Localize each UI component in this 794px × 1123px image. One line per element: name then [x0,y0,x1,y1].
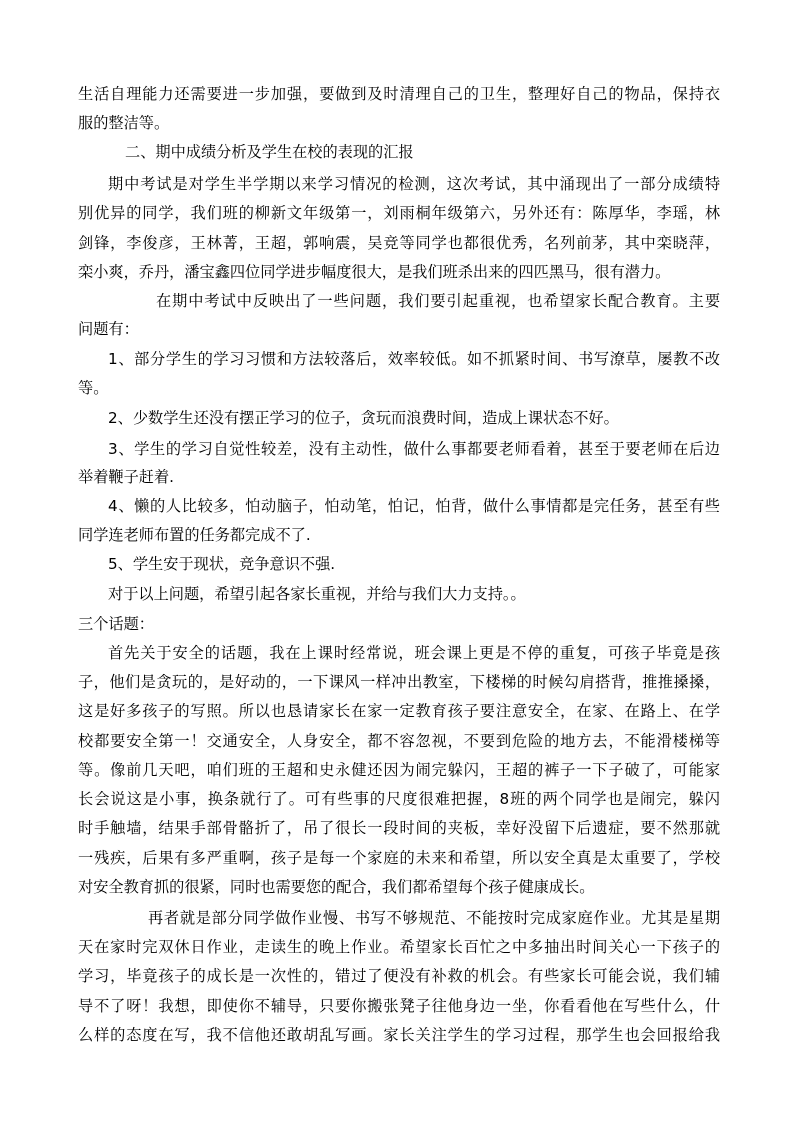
text-line: 再者就是部分同学做作业慢、书写不够规范、不能按时完成家庭作业。尤其是星期 [148,909,720,927]
text-line: 子，他们是贪玩的，是好动的，一下课风一样冲出教室，下楼梯的时候勾肩搭背，推推搡搡， [78,673,720,691]
list-item: 1、部分学生的学习习惯和方法较落后，效率较低。如不抓紧时间、书写潦草，屡教不改 [108,350,720,368]
text-line: 剑锋，李俊彦，王林菁，王超，郭响震，吴竞等同学也都很优秀，名列前茅，其中栾晓萍， [78,234,720,252]
section-heading: 三个话题： [78,615,154,633]
text-line: 对安全教育抓的很紧，同时也需要您的配合，我们都希望每个孩子健康成长。 [78,878,595,896]
list-item: 2、少数学生还没有摆正学习的位子，贪玩而浪费时间，造成上课状态不好。 [108,409,619,427]
text-line: 等。像前几天吧，咱们班的王超和史永健还因为闹完躲闪，王超的裤子一下子破了，可能家 [78,761,720,779]
list-item: 4、懒的人比较多，怕动脑子，怕动笔，怕记，怕背，做什么事情都是完任务，甚至有些 [108,497,720,515]
text-line: 生活自理能力还需要进一步加强，要做到及时清理自己的卫生，整理好自己的物品，保持衣 [78,85,720,103]
text-line: 学习，毕竟孩子的成长是一次性的，错过了便没有补救的机会。有些家长可能会说，我们辅 [78,967,720,985]
text-line: 这是好多孩子的写照。所以也恳请家长在家一定教育孩子要注意安全，在家、在路上、在学 [78,702,720,720]
text-line: 对于以上问题，希望引起各家长重视，并给与我们大力支持。。 [108,585,526,603]
section-heading: 二、期中成绩分析及学生在校的表现的汇报 [125,143,414,161]
text-line: 校都要安全第一！交通安全，人身安全，都不容忽视，不要到危险的地方去，不能滑楼梯等 [78,732,720,750]
text-line: 导不了呀！我想，即使你不辅导，只要你搬张凳子往他身边一坐，你看看他在写些什么，什 [78,997,720,1015]
text-line: 么样的态度在写，我不信他还敢胡乱写画。家长关注学生的学习过程，那学生也会回报给我 [78,1026,720,1044]
list-item: 5、学生安于现状，竞争意识不强. [108,555,336,573]
text-line: 等。 [78,379,109,397]
text-line: 一残疾，后果有多严重啊，孩子是每一个家庭的未来和希望，所以安全真是太重要了，学校 [78,849,720,867]
text-line: 天在家时完双休日作业，走读生的晚上作业。希望家长百忙之中多抽出时间关心一下孩子的 [78,938,720,956]
text-line: 在期中考试中反映出了一些问题，我们要引起重视，也希望家长配合教育。主要 [156,292,720,310]
text-line: 栾小爽，乔丹，潘宝鑫四位同学进步幅度很大，是我们班杀出来的四匹黑马，很有潜力。 [78,263,671,281]
text-line: 服的整洁等。 [78,114,170,132]
text-line: 同学连老师布置的任务都完成不了. [78,526,311,544]
text-line: 长会说这是小事，换条就行了。可有些事的尺度很难把握，8班的两个同学也是闹完，躲闪 [78,790,720,808]
list-item: 3、学生的学习自觉性较差，没有主动性，做什么事都要老师看着，甚至于要老师在后边 [108,440,720,458]
text-line: 问题有： [78,320,139,338]
text-line: 别优异的同学，我们班的柳新文年级第一，刘雨桐年级第六，另外还有：陈厚华，李瑶，林 [78,204,720,222]
text-line: 举着鞭子赶着. [78,468,174,486]
text-line: 首先关于安全的话题，我在上课时经常说，班会课上更是不停的重复，可孩子毕竟是孩 [108,644,720,662]
text-line: 期中考试是对学生半学期以来学习情况的检测，这次考试，其中涌现出了一部分成绩特 [108,175,720,193]
text-line: 时手触墙，结果手部骨骼折了，吊了很长一段时间的夹板，幸好没留下后遗症，要不然那就 [78,819,720,837]
